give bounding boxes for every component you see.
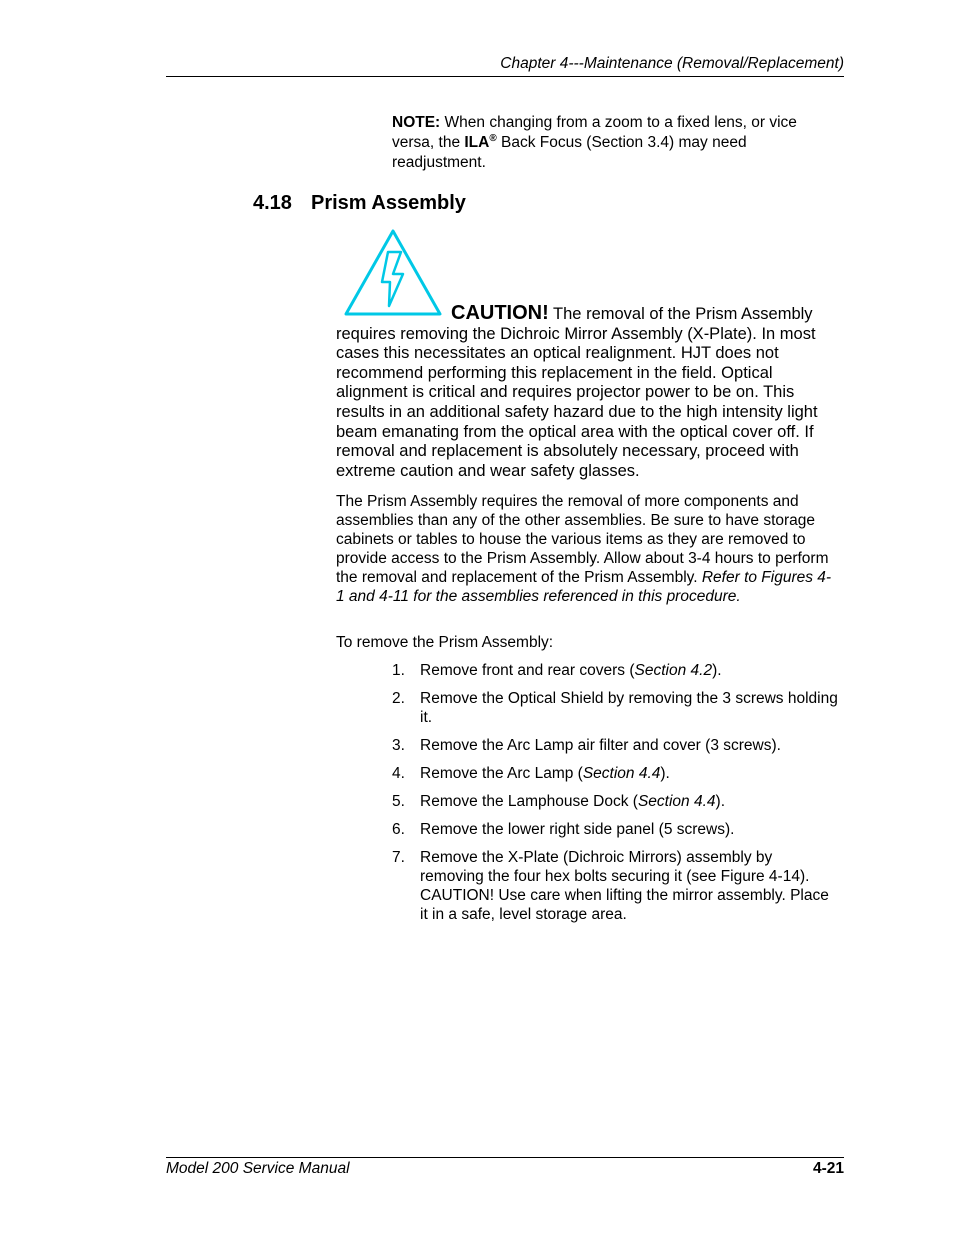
manual-title: Model 200 Service Manual — [166, 1160, 350, 1177]
note-text-2: Back Focus (Section 3.4) may need readjustment. — [392, 134, 747, 171]
section-heading — [253, 192, 466, 215]
step-number: 2. — [392, 690, 405, 707]
step-text: Remove the Arc Lamp air filter and cover (3 screws). — [420, 737, 781, 754]
step-number: 4. — [392, 765, 405, 782]
step-text: Remove the Optical Shield by removing the 3 screws holding it. — [420, 690, 838, 726]
caution-word: CAUTION! — [451, 302, 549, 324]
procedure-lead: To remove the Prism Assembly: — [336, 634, 554, 651]
step-text: Remove the Lamphouse Dock (Section 4.4). — [420, 793, 725, 810]
intro-text: The Prism Assembly requires the removal of more components and assemblies than any of the other assemblies. Be sure to have storage cabinets or tables to house the various items as they are removed to provide access to the Prism Assembly. Allow about 3-4 hours to perform the removal and replacement of the Prism Assembly. — [336, 493, 829, 586]
step-number: 7. — [392, 849, 405, 866]
intro-paragraph — [336, 492, 836, 606]
note-brand: ILA — [464, 134, 490, 151]
step-text: Remove the Arc Lamp (Section 4.4). — [420, 765, 670, 782]
step-text: Remove front and rear covers (Section 4.2). — [420, 662, 722, 679]
step-number: 3. — [392, 737, 405, 754]
running-header: Chapter 4---Maintenance (Removal/Replacement) — [500, 55, 844, 72]
section-title: Prism Assembly — [311, 192, 466, 214]
lightning-bolt — [382, 252, 403, 306]
caution-paragraph — [336, 304, 844, 481]
note-paragraph — [392, 113, 832, 173]
intro-reference: Refer to Figures 4-1 and 4-11 for the assemblies referenced in this procedure. — [336, 569, 832, 605]
page-number: 4-21 — [812, 1160, 844, 1177]
footer-rule — [166, 1157, 844, 1158]
note-label: NOTE: — [392, 114, 441, 131]
step-text: Remove the X-Plate (Dichroic Mirrors) assembly by removing the four hex bolts securing it (see Figure 4-14). CAUTION! Use care when lifting the mirror assembly. Place it in a safe, level storage area. — [420, 849, 829, 923]
header-rule — [166, 76, 844, 77]
note-text-1: When changing from a zoom to a fixed lens, or vice versa, the — [392, 114, 797, 151]
step-number: 5. — [392, 793, 405, 810]
section-number: 4.18 — [253, 192, 292, 214]
registered-mark: ® — [489, 133, 497, 144]
step-text: Remove the lower right side panel (5 screws). — [420, 821, 735, 838]
caution-text: The removal of the Prism Assembly requires removing the Dichroic Mirror Assembly (X-Plate). In most cases this necessitates an optical realignment. HJT does not recommend performing this replacement in the field. Optical alignment is critical and requires projector power to be on. This results in an additional safety hazard due to the high intensity light beam emanating from the optical area with the optical cover off. If removal and replacement is absolutely necessary, proceed with extreme caution and wear safety glasses. — [336, 305, 818, 480]
step-number: 6. — [392, 821, 405, 838]
step-number: 1. — [392, 662, 405, 679]
